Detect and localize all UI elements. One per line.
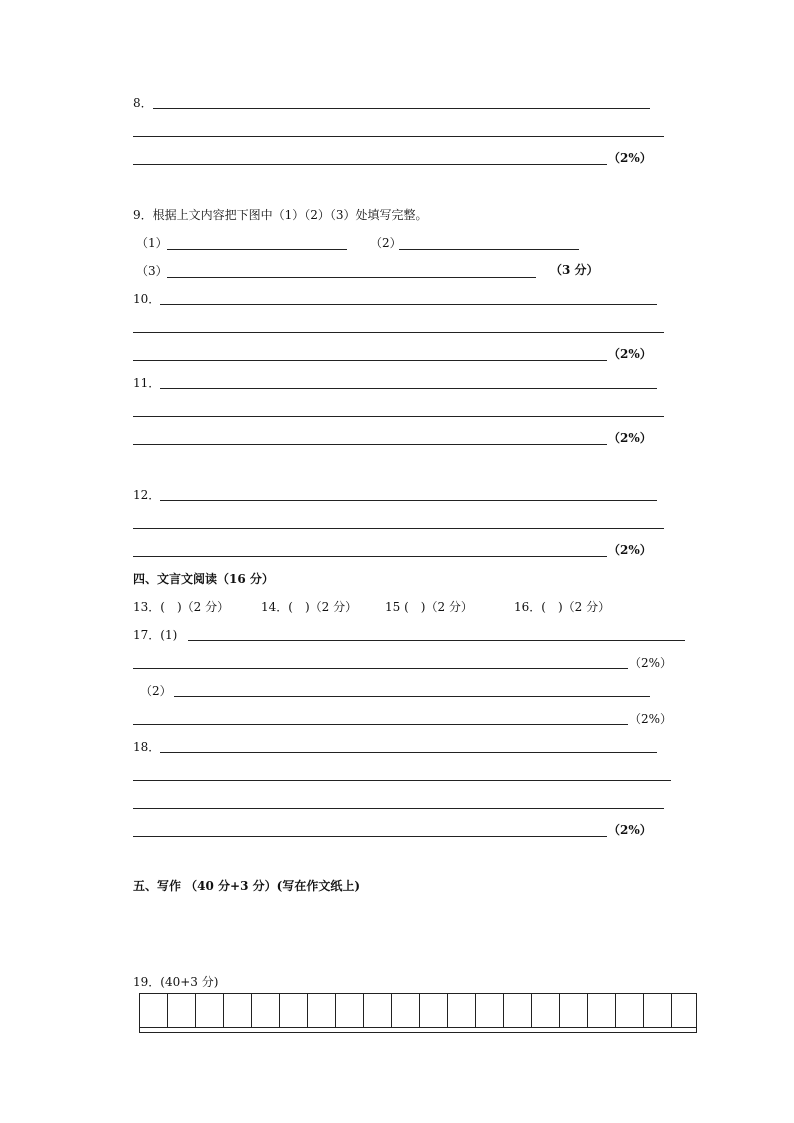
q9-item3-line[interactable] — [167, 277, 536, 278]
q11-answer-line-2[interactable] — [133, 416, 664, 417]
grid-cell-divider — [335, 994, 336, 1027]
grid-cell-divider — [391, 994, 392, 1027]
grid-cell-divider — [615, 994, 616, 1027]
grid-cell-divider — [643, 994, 644, 1027]
q10-answer-line-3[interactable] — [133, 360, 607, 361]
grid-cell-divider — [195, 994, 196, 1027]
q17-1-answer-line-2[interactable] — [133, 668, 628, 669]
q12-answer-line-3[interactable] — [133, 556, 607, 557]
grid-cell-divider — [307, 994, 308, 1027]
q8-answer-line-2[interactable] — [133, 136, 664, 137]
grid-cell-divider — [475, 994, 476, 1027]
grid-cell-divider — [363, 994, 364, 1027]
section4-title: 四、文言文阅读（16 分） — [133, 572, 274, 586]
grid-cell-divider — [503, 994, 504, 1027]
q9-score: （3 分） — [550, 263, 599, 277]
grid-cell-divider — [559, 994, 560, 1027]
q10-label: 10． — [133, 292, 161, 306]
q17-label-1: 17．(1) — [133, 628, 178, 642]
q19-label: 19．(40+3 分) — [133, 975, 219, 989]
q18-label: 18． — [133, 740, 161, 754]
q14-choice: 14．( )（2 分） — [261, 600, 358, 614]
q17-2-answer-line-2[interactable] — [133, 724, 628, 725]
q17-1-score: （2%） — [629, 656, 673, 670]
grid-cell-divider — [419, 994, 420, 1027]
q11-label: 11． — [133, 376, 161, 390]
q8-label: 8． — [133, 96, 153, 110]
q11-score: （2%） — [608, 431, 652, 445]
q13-choice: 13．( )（2 分） — [133, 600, 230, 614]
grid-cell-divider — [447, 994, 448, 1027]
q17-label-2: （2） — [140, 684, 172, 698]
q15-choice: 15 ( )（2 分） — [385, 600, 473, 614]
q11-answer-line-1[interactable] — [160, 388, 657, 389]
q18-answer-line-4[interactable] — [133, 836, 607, 837]
section5-title: 五、写作 （40 分+3 分）(写在作文纸上) — [133, 879, 360, 893]
q18-answer-line-2[interactable] — [133, 780, 671, 781]
q17-2-answer-line-1[interactable] — [174, 696, 650, 697]
grid-cell-divider — [531, 994, 532, 1027]
q17-1-answer-line-1[interactable] — [188, 640, 685, 641]
q9-item2-line[interactable] — [399, 249, 579, 250]
q8-answer-line-1[interactable] — [153, 108, 650, 109]
q9-item2-label: （2） — [370, 236, 402, 250]
q18-score: （2%） — [608, 823, 652, 837]
q16-choice: 16．( )（2 分） — [514, 600, 611, 614]
q10-answer-line-1[interactable] — [160, 304, 657, 305]
q18-answer-line-3[interactable] — [133, 808, 664, 809]
grid-cell-divider — [279, 994, 280, 1027]
q10-answer-line-2[interactable] — [133, 332, 664, 333]
q12-score: （2%） — [608, 543, 652, 557]
q18-answer-line-1[interactable] — [160, 752, 657, 753]
q17-2-score: （2%） — [629, 712, 673, 726]
q9-item3-label: （3） — [136, 264, 168, 278]
q12-label: 12． — [133, 488, 161, 502]
composition-grid[interactable] — [139, 993, 697, 1033]
grid-cell-divider — [251, 994, 252, 1027]
q12-answer-line-1[interactable] — [160, 500, 657, 501]
grid-row-divider — [140, 1027, 696, 1028]
q8-score: （2%） — [608, 151, 652, 165]
grid-cell-divider — [587, 994, 588, 1027]
q12-answer-line-2[interactable] — [133, 528, 664, 529]
q9-item1-label: （1） — [136, 236, 168, 250]
q8-answer-line-3[interactable] — [133, 164, 607, 165]
q9-prompt: 9．根据上文内容把下图中（1）（2）（3）处填写完整。 — [133, 208, 428, 222]
grid-cell-divider — [671, 994, 672, 1027]
q11-answer-line-3[interactable] — [133, 444, 607, 445]
q9-item1-line[interactable] — [167, 249, 347, 250]
q10-score: （2%） — [608, 347, 652, 361]
grid-cell-divider — [167, 994, 168, 1027]
grid-cell-divider — [223, 994, 224, 1027]
